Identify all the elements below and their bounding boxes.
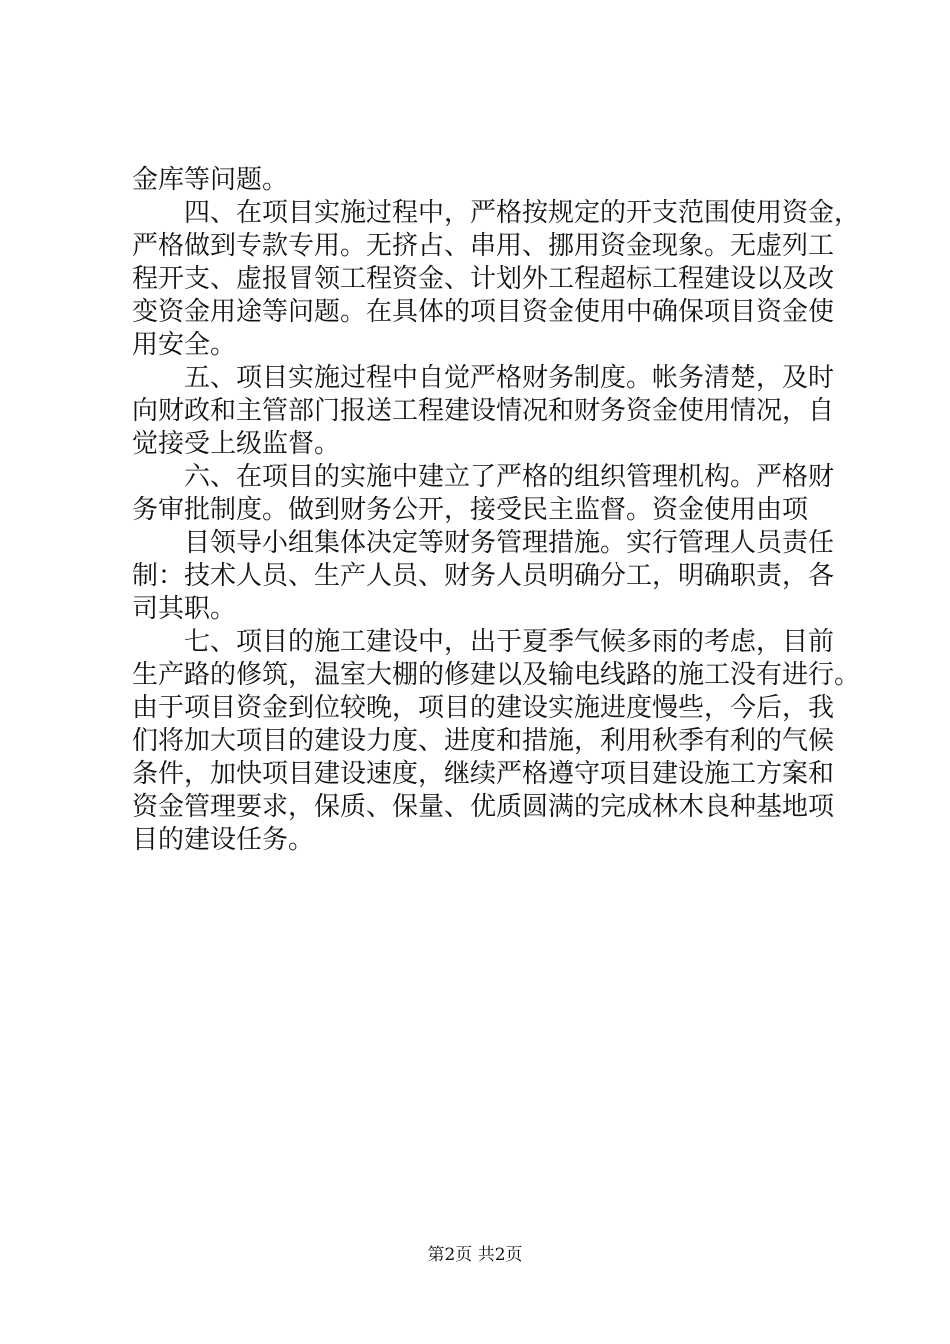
page-footer: 第2页 共2页 (427, 1245, 523, 1265)
text-line: 资金管理要求，保质、保量、优质圆满的完成林木良种基地项 (132, 792, 835, 822)
paragraph-5-start: 五、项目实施过程中自觉严格财务制度。帐务清楚，及时 (184, 363, 835, 393)
paragraph-6-start: 六、在项目的实施中建立了严格的组织管理机构。严格财 (184, 462, 835, 492)
text-line: 金库等问题。 (132, 165, 289, 195)
text-line: 目的建设任务。 (132, 825, 315, 855)
text-line-indented: 目领导小组集体决定等财务管理措施。实行管理人员责任 (184, 528, 835, 558)
text-line: 用安全。 (132, 330, 237, 360)
text-line: 由于项目资金到位较晚，项目的建设实施进度慢些，今后，我 (132, 693, 835, 723)
text-line: 严格做到专款专用。无挤占、串用、挪用资金现象。无虚列工 (132, 231, 835, 261)
text-line: 制：技术人员、生产人员、财务人员明确分工，明确职责，各 (132, 561, 835, 591)
document-body (132, 164, 862, 857)
text-line: 生产路的修筑，温室大棚的修建以及输电线路的施工没有进行。 (132, 660, 861, 690)
text-line: 程开支、虚报冒领工程资金、计划外工程超标工程建设以及改 (132, 264, 835, 294)
paragraph-4-start: 四、在项目实施过程中，严格按规定的开支范围使用资金， (184, 198, 861, 228)
text-line: 觉接受上级监督。 (132, 429, 341, 459)
paragraph-7-start: 七、项目的施工建设中，出于夏季气候多雨的考虑，目前 (184, 627, 835, 657)
text-line: 们将加大项目的建设力度、进度和措施，利用秋季有利的气候 (132, 726, 835, 756)
text-line: 司其职。 (132, 594, 237, 624)
text-line: 变资金用途等问题。在具体的项目资金使用中确保项目资金使 (132, 297, 835, 327)
text-line: 向财政和主管部门报送工程建设情况和财务资金使用情况，自 (132, 396, 835, 426)
text-line: 务审批制度。做到财务公开，接受民主监督。资金使用由项 (132, 495, 809, 525)
text-line: 条件，加快项目建设速度，继续严格遵守项目建设施工方案和 (132, 759, 835, 789)
